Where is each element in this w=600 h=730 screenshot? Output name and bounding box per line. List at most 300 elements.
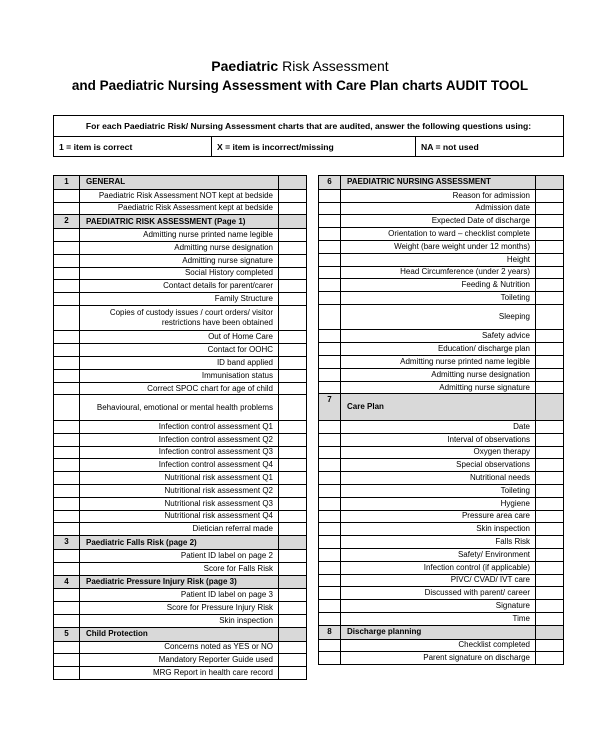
audit-item-row [54, 369, 307, 382]
row-number-cell [319, 368, 341, 381]
audit-item-toileting: Toileting [341, 484, 536, 497]
audit-item-row [54, 331, 307, 344]
section-header-cell [536, 394, 564, 421]
section-number: 6 [319, 176, 341, 190]
section-title: Paediatric Pressure Injury Risk (page 3) [80, 575, 279, 589]
row-number-cell [54, 549, 80, 562]
answer-cell[interactable] [279, 562, 307, 575]
audit-item-row [54, 382, 307, 395]
audit-item-row [319, 497, 564, 510]
row-number-cell [319, 189, 341, 202]
row-number-cell [54, 395, 80, 421]
row-number-cell [54, 602, 80, 615]
row-number-cell [54, 369, 80, 382]
audit-item-safety-advice: Safety advice [341, 330, 536, 343]
audit-item-infection-control-assessment-q2: Infection control assessment Q2 [80, 433, 279, 446]
audit-item-row [319, 459, 564, 472]
audit-item-row [54, 459, 307, 472]
section-header-1 [54, 176, 307, 190]
answer-cell[interactable] [536, 292, 564, 305]
audit-item-orientation-to-ward-checklist-complete: Orientation to ward – checklist complete [341, 228, 536, 241]
row-number-cell [54, 229, 80, 242]
answer-cell[interactable] [279, 641, 307, 654]
audit-item-admitting-nurse-printed-name-legible: Admitting nurse printed name legible [80, 229, 279, 242]
audit-item-row [54, 446, 307, 459]
audit-item-row [319, 420, 564, 433]
audit-item-mandatory-reporter-guide-used: Mandatory Reporter Guide used [80, 654, 279, 667]
audit-item-id-band-applied: ID band applied [80, 357, 279, 370]
answer-cell[interactable] [536, 574, 564, 587]
answer-cell[interactable] [536, 330, 564, 343]
answer-cell[interactable] [279, 510, 307, 523]
audit-item-row [54, 241, 307, 254]
audit-item-row [54, 614, 307, 627]
audit-item-row [54, 602, 307, 615]
section-header-3 [54, 536, 307, 550]
audit-item-row [54, 344, 307, 357]
audit-item-skin-inspection: Skin inspection [341, 523, 536, 536]
answer-cell[interactable] [536, 343, 564, 356]
audit-item-row [319, 600, 564, 613]
answer-cell[interactable] [536, 484, 564, 497]
audit-item-row [319, 240, 564, 253]
audit-item-feeding-nutrition: Feeding & Nutrition [341, 279, 536, 292]
section-number: 1 [54, 176, 80, 190]
row-number-cell [54, 589, 80, 602]
audit-item-admitting-nurse-designation: Admitting nurse designation [80, 241, 279, 254]
audit-item-copies-of-custody-issues-court-orders-vi: Copies of custody issues / court orders/ visitor restrictions have been obtained [80, 305, 279, 331]
answer-cell[interactable] [536, 652, 564, 665]
row-number-cell [54, 331, 80, 344]
answer-cell[interactable] [279, 484, 307, 497]
answer-cell[interactable] [279, 459, 307, 472]
row-number-cell [319, 253, 341, 266]
audit-item-nutritional-risk-assessment-q1: Nutritional risk assessment Q1 [80, 472, 279, 485]
audit-item-row [54, 395, 307, 421]
audit-item-hygiene: Hygiene [341, 497, 536, 510]
row-number-cell [319, 484, 341, 497]
row-number-cell [54, 344, 80, 357]
audit-item-row [54, 229, 307, 242]
row-number-cell [54, 293, 80, 306]
audit-item-row [319, 228, 564, 241]
audit-item-admission-date: Admission date [341, 202, 536, 215]
row-number-cell [54, 472, 80, 485]
audit-item-row [319, 574, 564, 587]
section-number: 4 [54, 575, 80, 589]
audit-item-contact-details-for-parent-carer: Contact details for parent/carer [80, 280, 279, 293]
row-number-cell [319, 228, 341, 241]
audit-item-row [54, 305, 307, 331]
row-number-cell [319, 497, 341, 510]
row-number-cell [319, 587, 341, 600]
answer-cell[interactable] [536, 612, 564, 625]
row-number-cell [54, 459, 80, 472]
audit-table-right [318, 175, 564, 665]
answer-cell[interactable] [279, 280, 307, 293]
answer-cell[interactable] [279, 357, 307, 370]
row-number-cell [319, 510, 341, 523]
audit-item-row [54, 497, 307, 510]
audit-item-pivc-cvad-ivt-care: PIVC/ CVAD/ IVT care [341, 574, 536, 587]
audit-item-patient-id-label-on-page-3: Patient ID label on page 3 [80, 589, 279, 602]
document-title-line1: Paediatric Risk Assessment [211, 58, 389, 74]
audit-item-row [54, 641, 307, 654]
answer-cell[interactable] [279, 420, 307, 433]
row-number-cell [54, 305, 80, 331]
answer-cell[interactable] [279, 523, 307, 536]
section-header-cell [536, 625, 564, 639]
audit-item-mrg-report-in-health-care-record: MRG Report in health care record [80, 667, 279, 680]
answer-cell[interactable] [279, 382, 307, 395]
audit-item-row [319, 472, 564, 485]
audit-item-row [319, 215, 564, 228]
row-number-cell [54, 254, 80, 267]
row-number-cell [319, 446, 341, 459]
audit-item-row [319, 652, 564, 665]
audit-item-nutritional-risk-assessment-q4: Nutritional risk assessment Q4 [80, 510, 279, 523]
answer-cell[interactable] [536, 446, 564, 459]
row-number-cell [319, 561, 341, 574]
audit-item-row [319, 356, 564, 369]
audit-item-admitting-nurse-printed-name-legible: Admitting nurse printed name legible [341, 356, 536, 369]
answer-cell[interactable] [536, 523, 564, 536]
answer-cell[interactable] [536, 356, 564, 369]
row-number-cell [319, 304, 341, 330]
audit-item-score-for-falls-risk: Score for Falls Risk [80, 562, 279, 575]
audit-item-skin-inspection: Skin inspection [80, 614, 279, 627]
answer-cell[interactable] [536, 561, 564, 574]
answer-cell[interactable] [536, 189, 564, 202]
row-number-cell [319, 356, 341, 369]
instructions-table [53, 115, 564, 157]
audit-item-signature: Signature [341, 600, 536, 613]
audit-item-nutritional-risk-assessment-q3: Nutritional risk assessment Q3 [80, 497, 279, 510]
audit-item-row [54, 667, 307, 680]
section-header-8 [319, 625, 564, 639]
answer-cell[interactable] [536, 600, 564, 613]
audit-item-row [319, 548, 564, 561]
key-incorrect: X = item is incorrect/missing [212, 137, 416, 157]
answer-cell[interactable] [279, 189, 307, 202]
audit-item-contact-for-oohc: Contact for OOHC [80, 344, 279, 357]
audit-item-social-history-completed: Social History completed [80, 267, 279, 280]
row-number-cell [54, 654, 80, 667]
row-number-cell [54, 614, 80, 627]
section-title: Discharge planning [341, 625, 536, 639]
answer-cell[interactable] [536, 548, 564, 561]
audit-item-expected-date-of-discharge: Expected Date of discharge [341, 215, 536, 228]
answer-cell[interactable] [279, 369, 307, 382]
audit-item-paediatric-risk-assessment-not-kept-at-b: Paediatric Risk Assessment NOT kept at bedside [80, 189, 279, 202]
document-title-line2: and Paediatric Nursing Assessment with Care Plan charts AUDIT TOOL [71, 78, 529, 93]
row-number-cell [54, 189, 80, 202]
answer-cell[interactable] [536, 266, 564, 279]
audit-item-row [319, 639, 564, 652]
answer-cell[interactable] [536, 368, 564, 381]
audit-item-weight-bare-weight-under-12-months: Weight (bare weight under 12 months) [341, 240, 536, 253]
section-header-6 [319, 176, 564, 190]
row-number-cell [319, 279, 341, 292]
row-number-cell [54, 484, 80, 497]
answer-cell[interactable] [536, 510, 564, 523]
audit-item-infection-control-assessment-q3: Infection control assessment Q3 [80, 446, 279, 459]
section-header-7 [319, 394, 564, 421]
audit-item-behavioural-emotional-or-mental-health-p: Behavioural, emotional or mental health problems [80, 395, 279, 421]
answer-cell[interactable] [279, 589, 307, 602]
answer-cell[interactable] [279, 614, 307, 627]
audit-item-admitting-nurse-designation: Admitting nurse designation [341, 368, 536, 381]
audit-item-safety-environment: Safety/ Environment [341, 548, 536, 561]
audit-item-height: Height [341, 253, 536, 266]
audit-item-discussed-with-parent-career: Discussed with parent/ career [341, 587, 536, 600]
answer-cell[interactable] [279, 229, 307, 242]
audit-item-row [319, 510, 564, 523]
audit-item-row [319, 368, 564, 381]
audit-item-row [319, 561, 564, 574]
audit-item-checklist-completed: Checklist completed [341, 639, 536, 652]
answer-cell[interactable] [279, 344, 307, 357]
row-number-cell [319, 574, 341, 587]
key-not-used: NA = not used [416, 137, 564, 157]
audit-item-row [319, 433, 564, 446]
row-number-cell [54, 382, 80, 395]
audit-item-nutritional-needs: Nutritional needs [341, 472, 536, 485]
answer-cell[interactable] [536, 228, 564, 241]
audit-item-row [54, 484, 307, 497]
row-number-cell [319, 536, 341, 549]
answer-cell[interactable] [279, 446, 307, 459]
row-number-cell [319, 548, 341, 561]
audit-item-row [54, 254, 307, 267]
audit-item-row [54, 654, 307, 667]
answer-cell[interactable] [279, 267, 307, 280]
audit-item-row [319, 253, 564, 266]
section-header-cell [536, 176, 564, 190]
answer-cell[interactable] [279, 202, 307, 215]
section-number: 3 [54, 536, 80, 550]
answer-cell[interactable] [536, 279, 564, 292]
answer-cell[interactable] [279, 654, 307, 667]
audit-item-concerns-noted-as-yes-or-no: Concerns noted as YES or NO [80, 641, 279, 654]
audit-item-row [319, 523, 564, 536]
section-title: PAEDIATRIC RISK ASSESSMENT (Page 1) [80, 215, 279, 229]
audit-item-row [319, 587, 564, 600]
answer-cell[interactable] [536, 202, 564, 215]
row-number-cell [54, 280, 80, 293]
audit-item-sleeping: Sleeping [341, 304, 536, 330]
answer-cell[interactable] [536, 497, 564, 510]
audit-item-paediatric-risk-assessment-kept-at-bedsi: Paediatric Risk Assessment kept at bedside [80, 202, 279, 215]
row-number-cell [319, 330, 341, 343]
section-header-cell [279, 575, 307, 589]
row-number-cell [319, 433, 341, 446]
audit-item-score-for-pressure-injury-risk: Score for Pressure Injury Risk [80, 602, 279, 615]
section-header-2 [54, 215, 307, 229]
answer-cell[interactable] [279, 293, 307, 306]
answer-cell[interactable] [536, 587, 564, 600]
row-number-cell [54, 510, 80, 523]
answer-cell[interactable] [536, 420, 564, 433]
audit-item-row [319, 189, 564, 202]
answer-cell[interactable] [279, 305, 307, 331]
key-correct: 1 = item is correct [54, 137, 212, 157]
audit-item-row [54, 280, 307, 293]
audit-item-row [54, 357, 307, 370]
section-number: 2 [54, 215, 80, 229]
answer-cell[interactable] [279, 254, 307, 267]
audit-item-oxygen-therapy: Oxygen therapy [341, 446, 536, 459]
answer-cell[interactable] [279, 472, 307, 485]
answer-cell[interactable] [536, 240, 564, 253]
answer-cell[interactable] [536, 472, 564, 485]
audit-item-reason-for-admission: Reason for admission [341, 189, 536, 202]
audit-item-parent-signature-on-discharge: Parent signature on discharge [341, 652, 536, 665]
row-number-cell [54, 446, 80, 459]
section-header-cell [279, 536, 307, 550]
audit-table-left [53, 175, 307, 680]
audit-item-toileting: Toileting [341, 292, 536, 305]
row-number-cell [54, 433, 80, 446]
answer-cell[interactable] [279, 667, 307, 680]
answer-cell[interactable] [536, 304, 564, 330]
answer-cell[interactable] [536, 433, 564, 446]
section-header-5 [54, 627, 307, 641]
answer-cell[interactable] [536, 639, 564, 652]
section-header-4 [54, 575, 307, 589]
audit-item-row [319, 446, 564, 459]
audit-item-row [54, 510, 307, 523]
audit-item-admitting-nurse-signature: Admitting nurse signature [80, 254, 279, 267]
row-number-cell [319, 202, 341, 215]
audit-item-row [319, 381, 564, 394]
section-number: 7 [319, 394, 341, 421]
row-number-cell [54, 667, 80, 680]
answer-cell[interactable] [279, 395, 307, 421]
audit-item-row [319, 484, 564, 497]
audit-item-time: Time [341, 612, 536, 625]
audit-item-row [319, 279, 564, 292]
audit-item-row [54, 293, 307, 306]
audit-item-falls-risk: Falls Risk [341, 536, 536, 549]
section-number: 8 [319, 625, 341, 639]
section-title: Child Protection [80, 627, 279, 641]
section-title: Paediatric Falls Risk (page 2) [80, 536, 279, 550]
answer-cell[interactable] [536, 253, 564, 266]
answer-cell[interactable] [279, 497, 307, 510]
answer-cell[interactable] [536, 536, 564, 549]
answer-cell[interactable] [279, 241, 307, 254]
instructions-text: For each Paediatric Risk/ Nursing Assessment charts that are audited, answer the following questions using: [54, 116, 564, 137]
section-title: Care Plan [341, 394, 536, 421]
answer-cell[interactable] [279, 433, 307, 446]
audit-item-row [54, 472, 307, 485]
row-number-cell [54, 357, 80, 370]
audit-item-admitting-nurse-signature: Admitting nurse signature [341, 381, 536, 394]
row-number-cell [54, 497, 80, 510]
row-number-cell [54, 523, 80, 536]
answer-cell[interactable] [279, 549, 307, 562]
answer-cell[interactable] [536, 381, 564, 394]
row-number-cell [319, 652, 341, 665]
audit-item-row [54, 523, 307, 536]
audit-item-row [54, 267, 307, 280]
audit-item-row [319, 343, 564, 356]
row-number-cell [319, 639, 341, 652]
row-number-cell [319, 266, 341, 279]
row-number-cell [54, 641, 80, 654]
audit-item-row [319, 330, 564, 343]
audit-item-dietician-referral-made: Dietician referral made [80, 523, 279, 536]
section-number: 5 [54, 627, 80, 641]
audit-item-row [54, 562, 307, 575]
audit-item-row [319, 266, 564, 279]
answer-cell[interactable] [279, 602, 307, 615]
audit-item-head-circumference-under-2-years: Head Circumference (under 2 years) [341, 266, 536, 279]
row-number-cell [319, 292, 341, 305]
audit-item-infection-control-assessment-q4: Infection control assessment Q4 [80, 459, 279, 472]
section-header-cell [279, 627, 307, 641]
section-title: GENERAL [80, 176, 279, 190]
audit-item-correct-spoc-chart-for-age-of-child: Correct SPOC chart for age of child [80, 382, 279, 395]
row-number-cell [54, 267, 80, 280]
audit-item-education-discharge-plan: Education/ discharge plan [341, 343, 536, 356]
audit-item-infection-control-if-applicable: Infection control (if applicable) [341, 561, 536, 574]
answer-cell[interactable] [279, 331, 307, 344]
audit-item-immunisation-status: Immunisation status [80, 369, 279, 382]
audit-item-row [54, 202, 307, 215]
row-number-cell [319, 600, 341, 613]
answer-cell[interactable] [536, 459, 564, 472]
row-number-cell [319, 240, 341, 253]
audit-item-pressure-area-care: Pressure area care [341, 510, 536, 523]
audit-item-row [54, 189, 307, 202]
row-number-cell [319, 215, 341, 228]
audit-item-row [54, 420, 307, 433]
row-number-cell [54, 202, 80, 215]
audit-item-row [319, 612, 564, 625]
section-header-cell [279, 215, 307, 229]
audit-item-row [54, 433, 307, 446]
section-title: PAEDIATRIC NURSING ASSESSMENT [341, 176, 536, 190]
audit-item-special-observations: Special observations [341, 459, 536, 472]
audit-item-interval-of-observations: Interval of observations [341, 433, 536, 446]
section-header-cell [279, 176, 307, 190]
audit-item-patient-id-label-on-page-2: Patient ID label on page 2 [80, 549, 279, 562]
audit-item-row [319, 304, 564, 330]
audit-item-infection-control-assessment-q1: Infection control assessment Q1 [80, 420, 279, 433]
row-number-cell [54, 420, 80, 433]
audit-item-out-of-home-care: Out of Home Care [80, 331, 279, 344]
audit-item-row [319, 536, 564, 549]
answer-cell[interactable] [536, 215, 564, 228]
audit-item-row [319, 292, 564, 305]
row-number-cell [319, 523, 341, 536]
row-number-cell [319, 472, 341, 485]
audit-item-row [54, 549, 307, 562]
row-number-cell [319, 420, 341, 433]
row-number-cell [319, 381, 341, 394]
audit-item-family-structure: Family Structure [80, 293, 279, 306]
audit-item-date: Date [341, 420, 536, 433]
audit-item-nutritional-risk-assessment-q2: Nutritional risk assessment Q2 [80, 484, 279, 497]
row-number-cell [54, 562, 80, 575]
audit-item-row [54, 589, 307, 602]
row-number-cell [319, 459, 341, 472]
audit-item-row [319, 202, 564, 215]
row-number-cell [319, 612, 341, 625]
row-number-cell [54, 241, 80, 254]
